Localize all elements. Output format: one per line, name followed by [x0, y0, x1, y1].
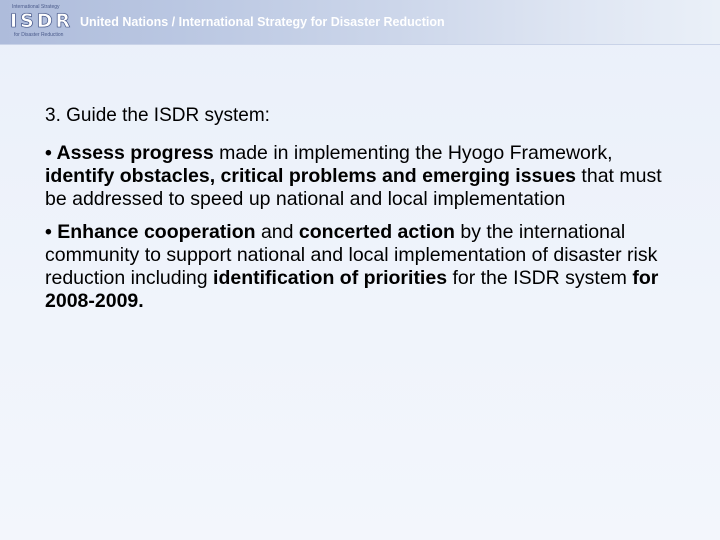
bullet-text: by the international community to support national and local implementation of disaster risk reduction including [45, 221, 658, 289]
bullet-text: for the ISDR system [447, 267, 633, 289]
bullet-text: and [255, 221, 299, 243]
isdr-logo [10, 4, 76, 40]
slide-heading: 3. Guide the ISDR system: [45, 105, 270, 126]
header-title: United Nations / International Strategy for Disaster Reduction [80, 15, 445, 29]
bullet-text: made in implementing the Hyogo Framework, [213, 142, 613, 164]
logo-top-text: International Strategy [12, 4, 60, 10]
bullet-text-bold: • Enhance cooperation [45, 221, 256, 243]
bullet-text-bold: identify obstacles, critical problems and emerging issues [45, 165, 577, 187]
bullet-item [45, 221, 675, 313]
bullet-text-bold: • Assess progress [45, 142, 214, 164]
logo-bottom-text: for Disaster Reduction [14, 32, 64, 38]
logo-mark: ISDR [10, 10, 74, 32]
header-band [0, 0, 720, 45]
slide-content [45, 104, 675, 323]
bullet-text-bold: concerted action [298, 221, 455, 243]
bullet-text: that must be addressed to speed up national and local implementation [45, 165, 662, 210]
bullet-item [45, 142, 675, 211]
bullet-text-bold: for 2008-2009. [45, 267, 659, 312]
bullet-text-bold: identification of priorities [213, 267, 448, 289]
